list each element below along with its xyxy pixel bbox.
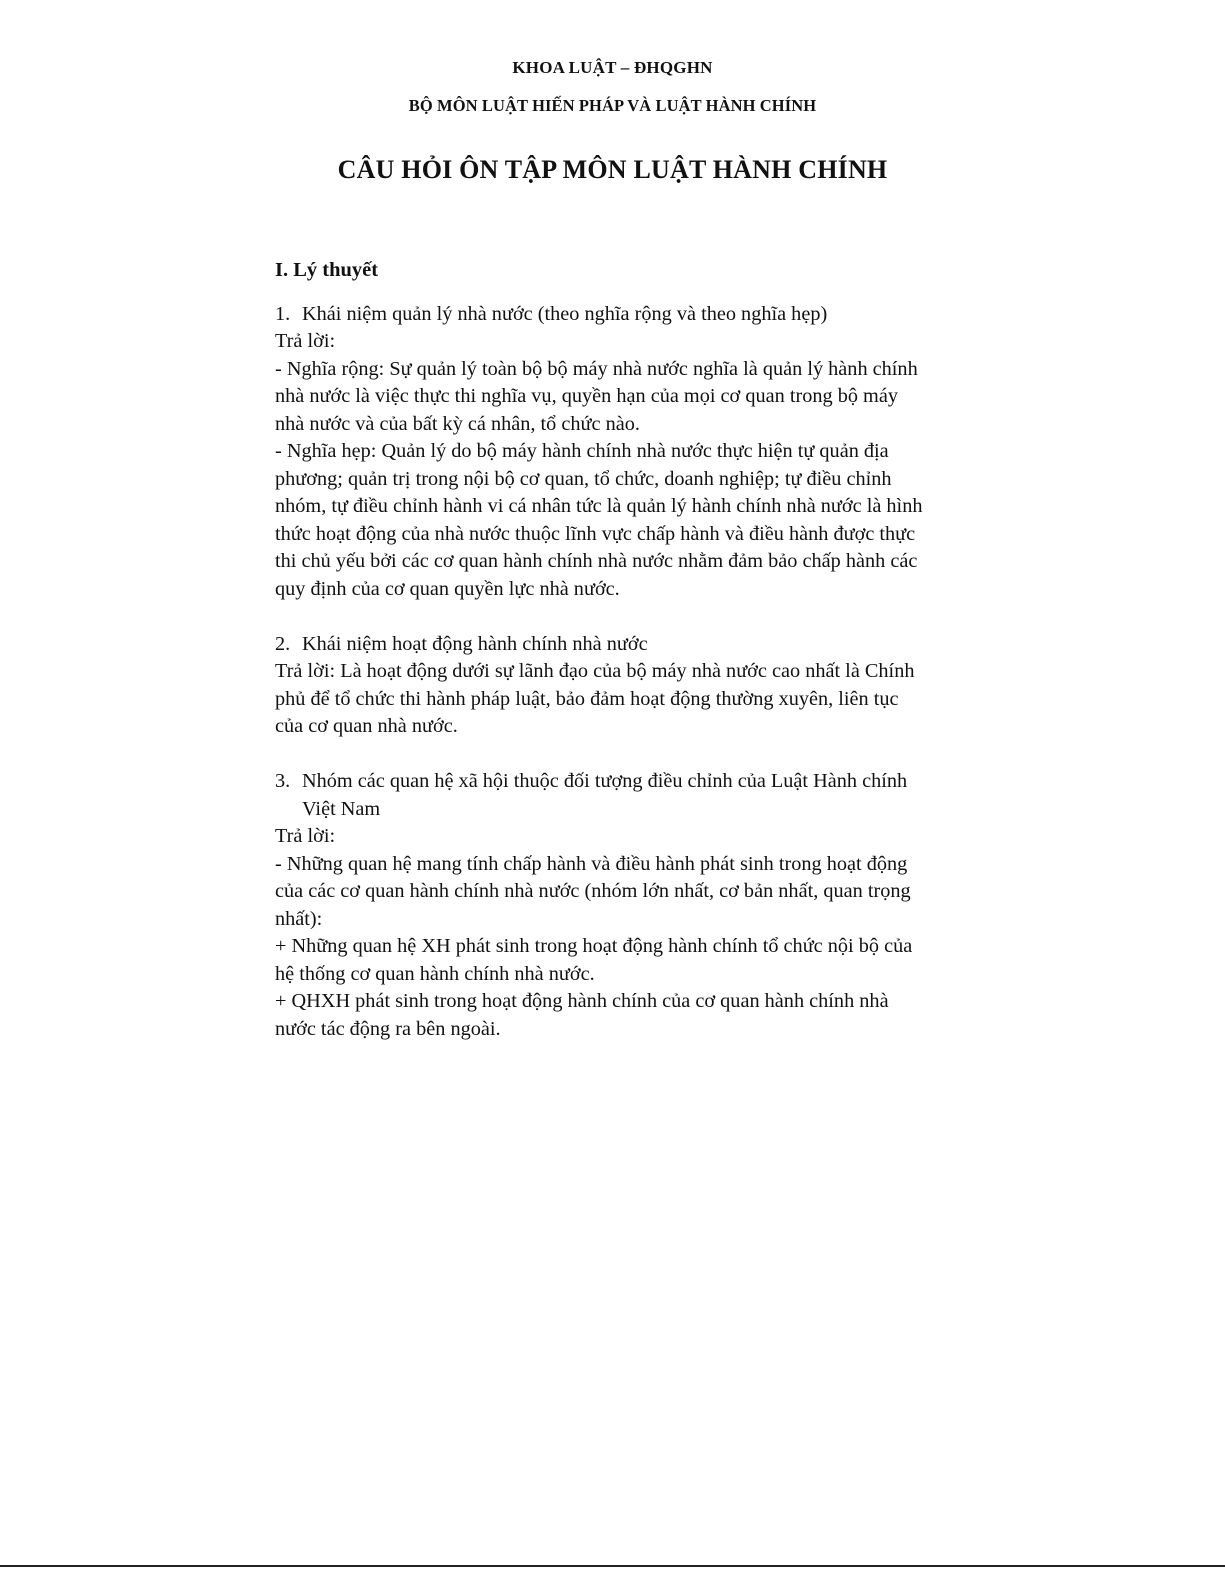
answer-label: Trả lời: (275, 825, 336, 847)
answer-line: nhóm, tự điều chỉnh hành vi cá nhân tức là quản lý hành chính nhà nước là hình (275, 495, 923, 517)
question-number: 1. (275, 302, 291, 325)
answer-line: phủ để tổ chức thi hành pháp luật, bảo đảm hoạt động thường xuyên, liên tục (275, 687, 899, 710)
answer-line: nhà nước và của bất kỳ cá nhân, tổ chức nào. (275, 412, 640, 435)
answer-line: + Những quan hệ XH phát sinh trong hoạt động hành chính tổ chức nội bộ của (275, 935, 913, 957)
question-text: Khái niệm quản lý nhà nước (theo nghĩa rộng và theo nghĩa hẹp) (302, 302, 828, 325)
answer-line: nhất): (275, 907, 323, 930)
department-header: BỘ MÔN LUẬT HIẾN PHÁP VÀ LUẬT HÀNH CHÍNH (408, 96, 817, 115)
answer-line: quy định của cơ quan quyền lực nhà nước. (275, 577, 620, 600)
document-body (275, 257, 955, 1043)
question-1 (275, 301, 955, 329)
institution-header: KHOA LUẬT – ĐHQGHN (512, 58, 713, 77)
answer-line: của các cơ quan hành chính nhà nước (nhóm lớn nhất, cơ bản nhất, quan trọng (275, 880, 911, 902)
question-3 (275, 768, 955, 823)
question-text-line: Nhóm các quan hệ xã hội thuộc đối tượng điều chỉnh của Luật Hành chính (302, 770, 908, 792)
answer-line: nước tác động ra bên ngoài. (275, 1017, 501, 1040)
question-number: 2. (275, 632, 291, 655)
answer-line: phương; quản trị trong nội bộ cơ quan, tổ chức, doanh nghiệp; tự điều chỉnh (275, 467, 892, 490)
answer-line: nhà nước là việc thực thi nghĩa vụ, quyền hạn của mọi cơ quan trong bộ máy (275, 385, 898, 407)
question-text: Khái niệm hoạt động hành chính nhà nước (302, 632, 648, 655)
question-text-line: Việt Nam (302, 797, 381, 820)
answer-line: thi chủ yếu bởi các cơ quan hành chính nhà nước nhằm đảm bảo chấp hành các (275, 550, 918, 572)
section-heading: I. Lý thuyết (275, 259, 379, 281)
page-bottom-rule (0, 1565, 1225, 1567)
question-2 (275, 631, 955, 659)
document-title: CÂU HỎI ÔN TẬP MÔN LUẬT HÀNH CHÍNH (337, 155, 888, 184)
paragraph-spacer (275, 603, 955, 631)
answer-line: của cơ quan nhà nước. (275, 715, 458, 737)
answer-line: - Nghĩa hẹp: Quản lý do bộ máy hành chính nhà nước thực hiện tự quản địa (275, 440, 889, 462)
answer-line: hệ thống cơ quan hành chính nhà nước. (275, 962, 595, 985)
answer-line: - Những quan hệ mang tính chấp hành và điều hành phát sinh trong hoạt động (275, 852, 908, 875)
answer-line: thức hoạt động của nhà nước thuộc lĩnh vực chấp hành và điều hành được thực (275, 522, 916, 545)
question-number: 3. (275, 770, 291, 792)
answer-line: + QHXH phát sinh trong hoạt động hành chính của cơ quan hành chính nhà (275, 990, 889, 1012)
answer-line: Trả lời: Là hoạt động dưới sự lãnh đạo của bộ máy nhà nước cao nhất là Chính (275, 660, 915, 682)
answer-label: Trả lời: (275, 330, 336, 352)
paragraph-spacer (275, 741, 955, 769)
answer-line: - Nghĩa rộng: Sự quản lý toàn bộ bộ máy nhà nước nghĩa là quản lý hành chính (275, 357, 918, 380)
question-text (302, 768, 955, 823)
